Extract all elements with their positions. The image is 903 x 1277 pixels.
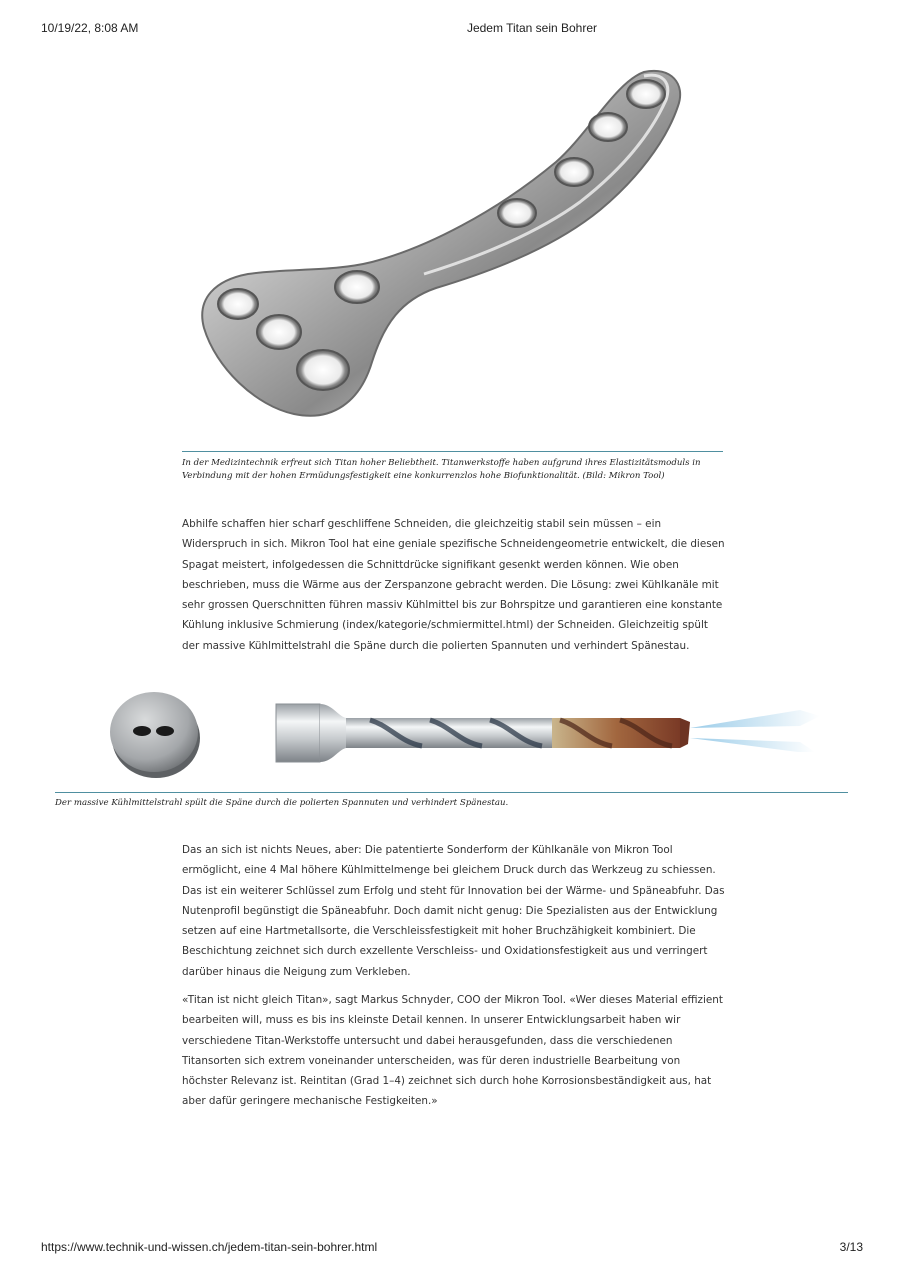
drill-body	[276, 704, 690, 762]
coolant-spray	[690, 710, 820, 752]
print-page-number: 3/13	[839, 1240, 863, 1254]
print-url: https://www.technik-und-wissen.ch/jedem-titan-sein-bohrer.html	[41, 1240, 378, 1254]
paragraph-quote-schnyder: «Titan ist nicht gleich Titan», sagt Markus Schnyder, COO der Mikron Tool. «Wer dieses Material effizient bearbeiten will, muss es bis ins kleinste Detail kennen. In unserer Entwicklungsarbeit haben wir verschiedene Titan-Werkstoffe untersucht und dabei herausgefunden, dass die verschiedenen Titansorten sich extrem voneinander unterscheiden, was für deren industrielle Bearbeitung von höchster Relevanz ist. Reintitan (Grad 1–4) zeichnet sich durch hohe Korrosionsbeständigkeit aus, hat aber dafür geringere mechanische Festigkeiten.»	[182, 994, 723, 1108]
caption-rule	[182, 451, 723, 452]
print-title: Jedem Titan sein Bohrer	[466, 21, 598, 35]
bone-plate-image	[196, 62, 686, 438]
paragraph-cutting-edges: Abhilfe schaffen hier scharf geschliffene Schneiden, die gleichzeitig stabil sein müssen – ein Widerspruch in sich. Mikron Tool hat eine geniale spezifische Schneidengeometrie entwickelt, die diesen Spagat meistert, infolgedessen die Schnittdrücke signifikant gesenkt werden können. Wie oben beschrieben, muss die Wärme aus der Zerspanzone gebracht werden. Die Lösung: zwei Kühlkanäle mit sehr grossen Querschnitten führen massiv Kühlmittel bis zur Bohrspitze und garantieren eine konstante Kühlung inklusive Schmierung (index/kategorie/schmiermittel.html) der Schneiden. Gleichzeitig spült der massive Kühlmittelstrahl die Späne durch die polierten Spannuten und verhindert Spänestau.	[182, 518, 725, 652]
figure-caption-plate: In der Medizintechnik erfreut sich Titan hoher Beliebtheit. Titanwerkstoffe haben aufgrund ihres Elastizitätsmoduls in Verbindung mit der hohen Ermüdungsfestigkeit eine konkurrenzlos hohe Biofunktionalität. (Bild: Mikron Tool)	[182, 458, 701, 481]
drill-image	[100, 686, 820, 786]
paragraph-coolant-channels: Das an sich ist nichts Neues, aber: Die patentierte Sonderform der Kühlkanäle von Mikron Tool ermöglicht, eine 4 Mal höhere Kühlmittelmenge bei gleichem Druck durch das Werkzeug zu schiessen. Das ist ein weiterer Schlüssel zum Erfolg und steht für Innovation bei der Wärme- und Späneabfuhr. Das Nutenprofil begünstigt die Späneabfuhr. Doch damit nicht genug: Die Spezialisten aus der Entwicklung setzen auf eine Hartmetallsorte, die Verschleissfestigkeit mit hoher Bruchzähigkeit kombiniert. Die Beschichtung zeichnet sich durch exzellente Verschleiss- und Oxidationsfestigkeit aus und verringert darüber hinaus die Neigung zum Verkleben.	[182, 844, 725, 978]
print-date: 10/19/22, 8:08 AM	[41, 21, 139, 35]
figure-caption-drill: Der massive Kühlmittelstrahl spült die Späne durch die polierten Spannuten und verhindert Spänestau.	[55, 798, 509, 808]
drill-cross-section	[110, 692, 200, 778]
caption-rule-drill	[55, 792, 848, 793]
